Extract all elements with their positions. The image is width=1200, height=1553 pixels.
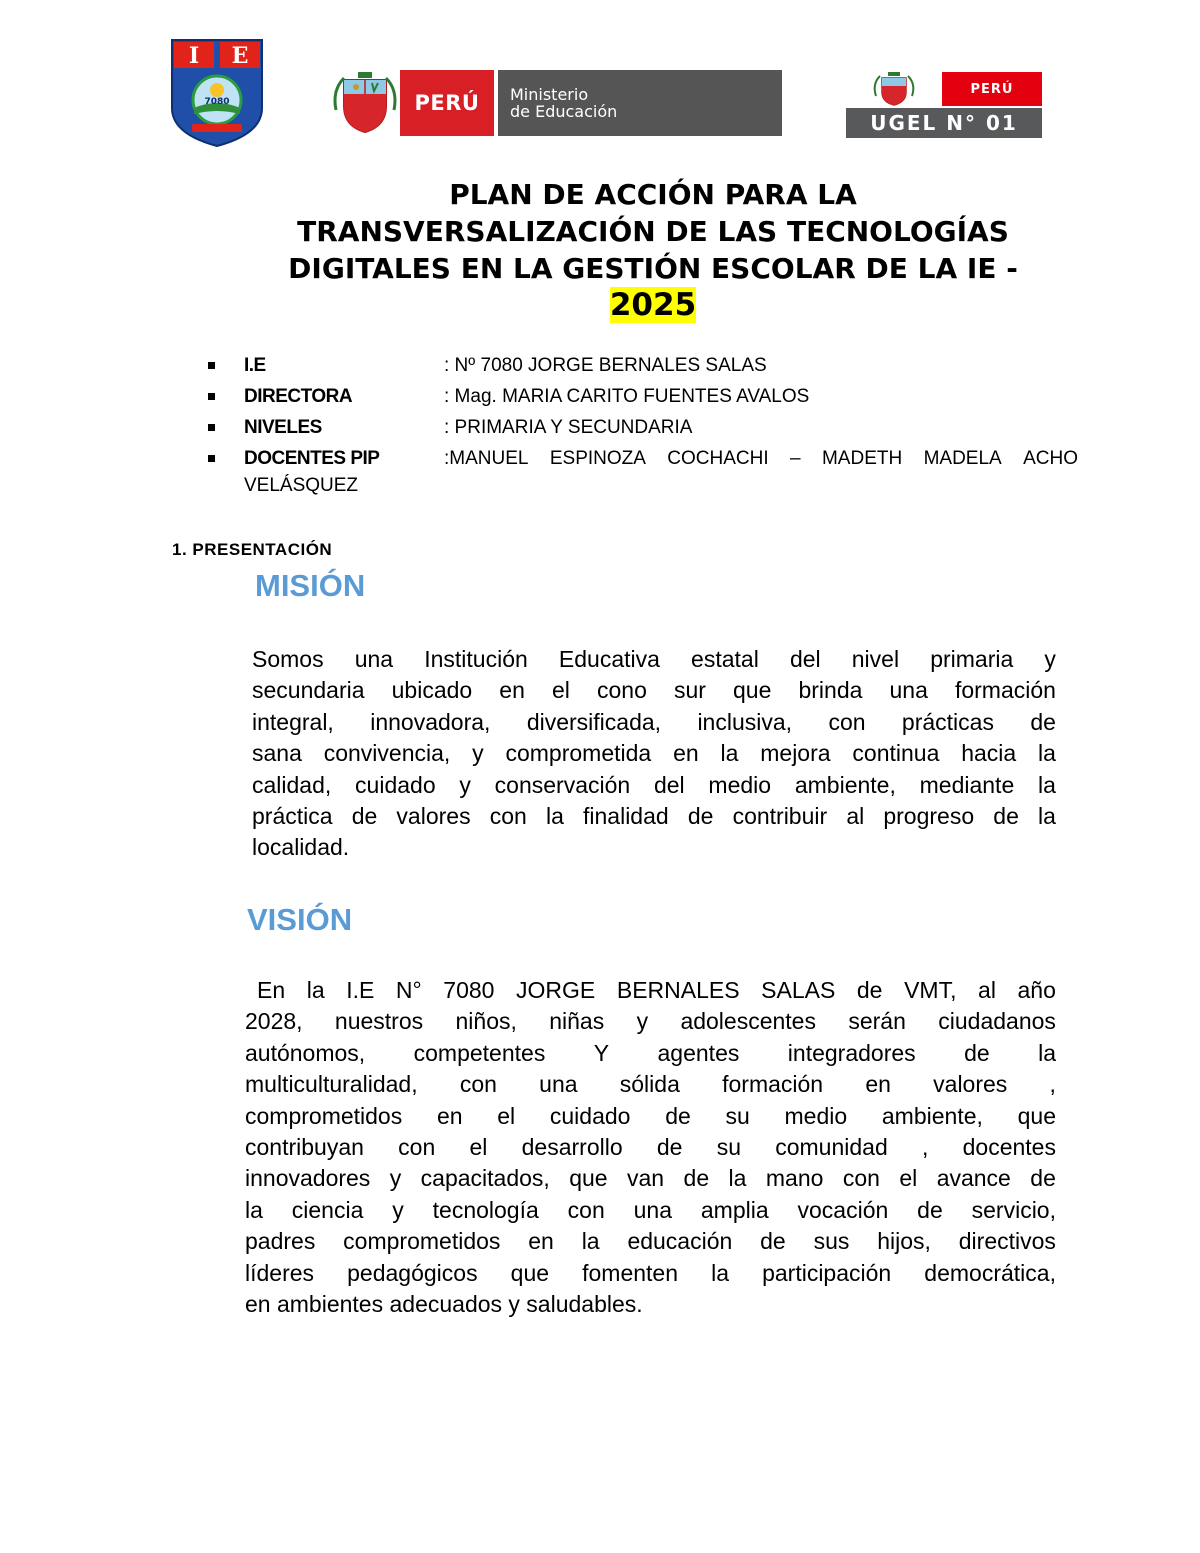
mision-line	[252, 738, 1056, 769]
word: práctica	[252, 803, 333, 830]
word: de	[683, 1165, 710, 1192]
word: avance	[936, 1165, 1011, 1192]
vision-line	[245, 1069, 1056, 1100]
word: I.E	[346, 977, 375, 1003]
word: cono	[596, 677, 647, 704]
logo-letter-e: E	[231, 43, 249, 69]
word: Educativa	[558, 646, 660, 672]
word: Somos	[252, 646, 324, 672]
minedu-line-2: de Educación	[510, 102, 618, 121]
word: del	[653, 771, 685, 798]
word: en	[528, 1228, 554, 1255]
mision-line: localidad.	[252, 834, 350, 861]
word: que	[569, 1165, 608, 1192]
word: de	[351, 803, 378, 830]
info-word: COCHACHI	[667, 448, 769, 469]
vision-paragraph	[245, 975, 1056, 1320]
vision-line	[245, 1132, 1056, 1163]
info-label: I.E	[244, 355, 266, 376]
word: de	[1030, 1165, 1056, 1192]
word: diversificada,	[526, 708, 662, 735]
word: medio	[784, 1102, 848, 1129]
word: mejora	[760, 740, 831, 767]
bullet-icon	[208, 393, 215, 400]
word: cuidado	[549, 1102, 631, 1129]
word: ubicado	[391, 677, 473, 704]
word: la	[306, 977, 325, 1003]
word: progreso	[883, 803, 975, 830]
info-list	[208, 350, 1078, 496]
word: de	[760, 1228, 786, 1255]
minedu-line-1: Ministerio	[510, 85, 589, 104]
word: conservación	[494, 771, 631, 798]
info-value-continuation: VELÁSQUEZ	[244, 475, 359, 496]
word: y	[389, 1165, 402, 1192]
word: innovadores	[245, 1165, 371, 1192]
word: ,	[921, 1134, 929, 1161]
word: del	[789, 646, 821, 672]
document-title	[220, 176, 1086, 324]
word: 7080	[443, 977, 495, 1003]
word: adolescentes	[680, 1008, 816, 1035]
ugel-logo	[846, 72, 1042, 138]
vision-line	[245, 1163, 1056, 1194]
mision-line	[252, 707, 1056, 738]
info-word: –	[790, 448, 801, 469]
word: una	[889, 677, 928, 704]
word: de	[917, 1196, 943, 1223]
info-row-niveles	[208, 412, 1078, 443]
word: educación	[627, 1228, 733, 1255]
word: sur	[673, 677, 706, 704]
word: Y	[593, 1039, 610, 1066]
vision-line	[245, 1195, 1056, 1226]
word: integral,	[252, 708, 334, 735]
word: la	[711, 1259, 729, 1286]
word: una	[539, 1071, 578, 1098]
word: de	[964, 1039, 990, 1066]
word: con	[489, 803, 527, 830]
word: padres	[245, 1228, 316, 1255]
vision-line	[245, 1038, 1056, 1069]
info-word: :MANUEL	[444, 448, 529, 469]
word: y	[636, 1008, 649, 1035]
word: al	[978, 977, 996, 1003]
minedu-country-label: PERÚ	[400, 70, 494, 136]
vision-line	[245, 1258, 1056, 1289]
title-line-3: DIGITALES EN LA GESTIÓN ESCOLAR DE LA IE -	[288, 252, 1018, 285]
word: que	[733, 677, 772, 704]
word: su	[716, 1134, 741, 1161]
word: comprometidos	[343, 1228, 501, 1255]
mision-line	[252, 770, 1056, 801]
word: contribuyan	[245, 1134, 364, 1161]
word: secundaria	[252, 677, 365, 704]
mision-line	[252, 801, 1056, 832]
word: la	[245, 1196, 263, 1223]
info-value: : Nº 7080 JORGE BERNALES SALAS	[444, 355, 767, 376]
info-value: : PRIMARIA Y SECUNDARIA	[444, 417, 693, 438]
mision-heading: MISIÓN	[255, 568, 366, 603]
vision-heading: VISIÓN	[247, 902, 353, 937]
vision-line	[245, 1226, 1056, 1257]
word: convivencia,	[323, 740, 451, 767]
word: hijos,	[877, 1228, 931, 1255]
word: pedagógicos	[347, 1259, 478, 1286]
info-word: MADELA	[923, 448, 1002, 469]
word: que	[510, 1259, 550, 1286]
word: en	[499, 677, 525, 704]
word: mediante	[919, 771, 1015, 798]
word: el	[899, 1165, 918, 1192]
word: En	[257, 977, 286, 1003]
word: formación	[954, 677, 1056, 704]
word: una	[354, 646, 394, 672]
word: niñas	[549, 1008, 605, 1035]
word: inclusiva,	[697, 708, 793, 735]
minedu-name	[498, 70, 782, 136]
word: ambiente,	[881, 1102, 983, 1129]
ugel-coat-of-arms-icon	[846, 72, 942, 106]
word: participación	[762, 1259, 892, 1286]
word: y	[1044, 646, 1056, 672]
word: valores	[933, 1071, 1008, 1098]
word: estatal	[691, 646, 759, 672]
word: amplia	[700, 1196, 769, 1223]
word: continua	[852, 740, 940, 767]
word: de	[656, 1134, 683, 1161]
word: formación	[722, 1071, 824, 1098]
word: vocación	[797, 1196, 889, 1223]
word: sana	[252, 740, 302, 767]
school-logo	[170, 38, 264, 148]
word: de	[665, 1102, 691, 1129]
word: con	[398, 1134, 436, 1161]
word: el	[551, 677, 570, 704]
word: autónomos,	[245, 1039, 366, 1066]
word: prácticas	[901, 708, 994, 735]
word: la	[1038, 1039, 1056, 1066]
info-value	[444, 443, 1078, 474]
word: finalidad	[583, 803, 669, 830]
info-row-ie	[208, 350, 1078, 381]
word: SALAS	[761, 977, 836, 1003]
word: primaria	[930, 646, 1014, 672]
word: BERNALES	[616, 977, 740, 1003]
word: ciudadanos	[938, 1008, 1056, 1035]
word: N°	[395, 977, 422, 1003]
word: con	[459, 1071, 497, 1098]
word: de	[1030, 708, 1056, 735]
word: en	[436, 1102, 463, 1129]
word: tecnología	[432, 1196, 539, 1223]
bullet-icon	[208, 455, 215, 462]
word: hacia	[961, 740, 1017, 767]
section-heading-presentacion: 1. PRESENTACIÓN	[172, 540, 333, 559]
word: con	[828, 708, 866, 735]
word: su	[725, 1102, 750, 1129]
word: capacitados,	[420, 1165, 550, 1192]
word: agentes	[657, 1039, 740, 1066]
word: de	[993, 803, 1019, 830]
info-label: NIVELES	[244, 417, 322, 438]
word: desarrollo	[521, 1134, 623, 1161]
word: en	[865, 1071, 891, 1098]
vision-line	[245, 1006, 1056, 1037]
word: el	[469, 1134, 488, 1161]
word: serán	[848, 1008, 906, 1035]
word: medio	[708, 771, 772, 798]
word: integradores	[787, 1039, 916, 1066]
word: la	[1038, 771, 1056, 798]
info-value: : Mag. MARIA CARITO FUENTES AVALOS	[444, 386, 810, 407]
info-word: ESPINOZA	[549, 448, 646, 469]
info-label: DIRECTORA	[244, 386, 353, 407]
word: año	[1017, 977, 1056, 1003]
info-label: DOCENTES PIP	[244, 448, 380, 469]
word: van	[627, 1165, 665, 1192]
word: ciencia	[291, 1196, 364, 1223]
word: mano	[765, 1165, 824, 1192]
word: VMT,	[904, 977, 957, 1003]
word: nivel	[851, 646, 900, 672]
ugel-country-label: PERÚ	[942, 72, 1042, 106]
word: con	[842, 1165, 880, 1192]
word: comunidad	[775, 1134, 888, 1161]
word: ,	[1049, 1071, 1056, 1098]
mision-line	[252, 675, 1056, 706]
word: la	[728, 1165, 747, 1192]
word: de	[687, 803, 714, 830]
word: y	[459, 771, 471, 798]
word: competentes	[413, 1039, 546, 1066]
logo-number: 7080	[204, 97, 230, 107]
word: y	[472, 740, 484, 767]
word: innovadora,	[370, 708, 491, 735]
peru-coat-of-arms-icon	[330, 70, 400, 136]
word: calidad,	[252, 771, 332, 798]
word: docentes	[962, 1134, 1056, 1161]
info-row-directora	[208, 381, 1078, 412]
word: brinda	[798, 677, 863, 704]
vision-line	[245, 975, 1056, 1006]
word: en	[673, 740, 699, 767]
word: ambiente,	[794, 771, 896, 798]
word: comprometida	[505, 740, 652, 767]
word: la	[545, 803, 564, 830]
word: nuestros	[334, 1008, 424, 1035]
word: niños,	[455, 1008, 517, 1035]
word: contribuir	[732, 803, 828, 830]
minedu-logo	[330, 70, 782, 136]
bullet-icon	[208, 362, 215, 369]
word: sólida	[619, 1071, 680, 1098]
word: directivos	[958, 1228, 1056, 1255]
vision-line	[245, 1101, 1056, 1132]
word: el	[497, 1102, 516, 1129]
word: servicio,	[971, 1196, 1056, 1223]
word: una	[633, 1196, 672, 1223]
word: con	[567, 1196, 605, 1223]
word: que	[1017, 1102, 1056, 1129]
word: líderes	[245, 1259, 315, 1286]
info-word: ACHO	[1023, 448, 1078, 469]
info-word: MADETH	[821, 448, 903, 469]
mision-paragraph	[252, 644, 1056, 864]
word: la	[720, 740, 739, 767]
vision-line: en ambientes adecuados y saludables.	[245, 1291, 643, 1318]
word: y	[392, 1196, 404, 1223]
word: JORGE	[516, 977, 596, 1003]
school-shield-icon	[170, 38, 264, 148]
word: valores	[396, 803, 471, 830]
word: de	[856, 977, 883, 1003]
word: al	[846, 803, 865, 830]
word: multiculturalidad,	[245, 1071, 418, 1098]
word: cuidado	[355, 771, 436, 798]
title-line-1: PLAN DE ACCIÓN PARA LA	[449, 178, 857, 211]
word: sus	[813, 1228, 850, 1255]
word: la	[581, 1228, 600, 1255]
info-row-docentes	[208, 443, 1078, 496]
title-year: 2025	[609, 287, 697, 323]
logo-letter-i: I	[188, 43, 200, 69]
word: 2028,	[245, 1008, 303, 1035]
word: Institución	[424, 646, 528, 672]
word: la	[1038, 803, 1056, 830]
title-line-2: TRANSVERSALIZACIÓN DE LAS TECNOLOGÍAS	[297, 215, 1009, 248]
ugel-name: UGEL N° 01	[846, 108, 1042, 138]
word: democrática,	[924, 1259, 1056, 1286]
mision-line	[252, 644, 1056, 675]
word: comprometidos	[245, 1102, 403, 1129]
bullet-icon	[208, 424, 215, 431]
word: la	[1038, 740, 1056, 767]
word: fomenten	[582, 1259, 679, 1286]
